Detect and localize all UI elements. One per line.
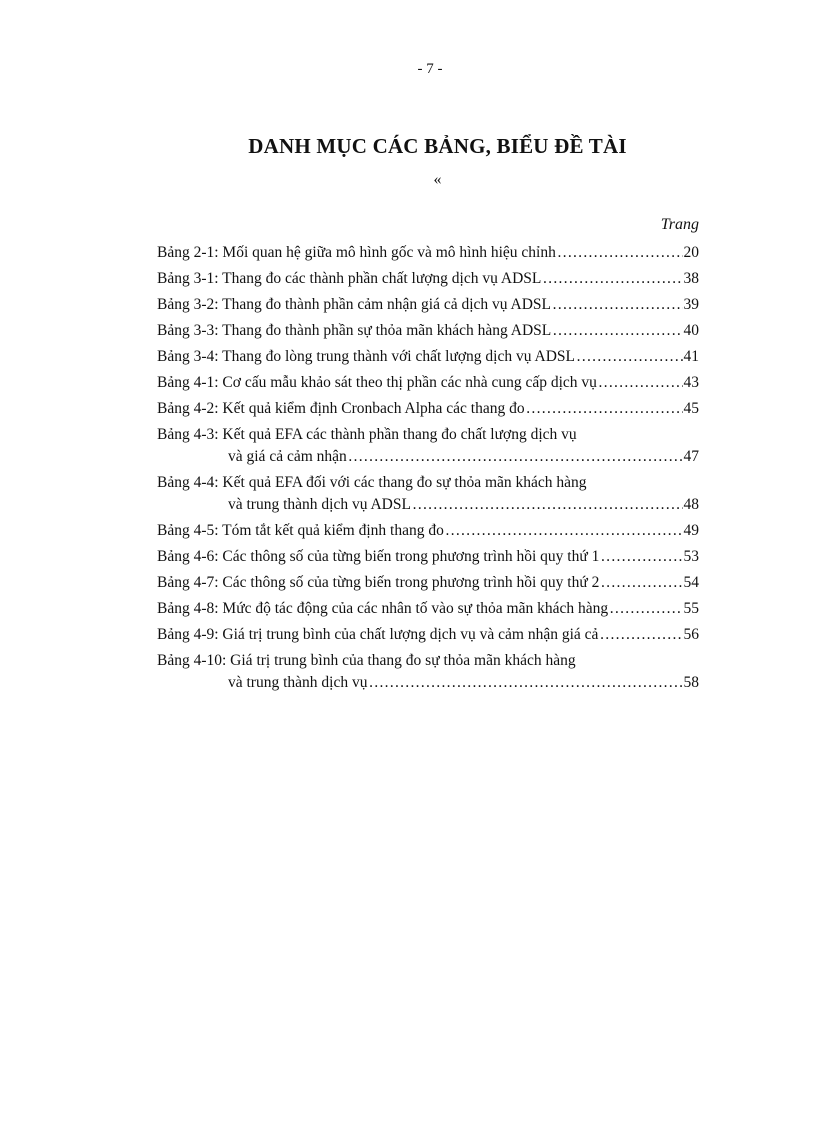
dot-leader bbox=[526, 398, 683, 420]
dot-leader bbox=[598, 372, 683, 394]
dot-leader bbox=[609, 598, 682, 620]
dot-leader bbox=[348, 446, 683, 468]
entry-title: Bảng 3-2: Thang đo thành phần cảm nhận giá cả dịch vụ ADSL bbox=[157, 296, 552, 313]
subtitle-mark: « bbox=[433, 171, 442, 188]
list-item bbox=[157, 424, 699, 468]
entry-title-continued: và trung thành dịch vụ bbox=[228, 674, 368, 691]
list-item bbox=[157, 624, 699, 646]
dot-leader bbox=[368, 672, 682, 694]
list-item bbox=[157, 520, 699, 542]
entry-title: Bảng 3-4: Thang đo lòng trung thành với chất lượng dịch vụ ADSL bbox=[157, 348, 575, 365]
entry-title: Bảng 4-2: Kết quả kiểm định Cronbach Alpha các thang đo bbox=[157, 400, 525, 417]
list-item bbox=[157, 472, 699, 516]
entry-page: 56 bbox=[683, 626, 699, 643]
list-item bbox=[157, 346, 699, 368]
entry-page: 47 bbox=[683, 448, 699, 465]
dot-leader bbox=[412, 494, 683, 516]
dot-leader bbox=[599, 624, 682, 646]
entry-title: Bảng 2-1: Mối quan hệ giữa mô hình gốc và mô hình hiệu chỉnh bbox=[157, 244, 556, 261]
list-item bbox=[157, 294, 699, 316]
list-item bbox=[157, 546, 699, 568]
dot-leader bbox=[542, 268, 682, 290]
list-item bbox=[157, 242, 699, 264]
entry-title: Bảng 4-1: Cơ cấu mẫu khảo sát theo thị phần các nhà cung cấp dịch vụ bbox=[157, 374, 597, 391]
entry-title: Bảng 4-10: Giá trị trung bình của thang đo sự thỏa mãn khách hàng bbox=[157, 652, 576, 669]
entry-page: 54 bbox=[683, 574, 699, 591]
entry-page: 49 bbox=[683, 522, 699, 539]
entry-title: Bảng 4-6: Các thông số của từng biến trong phương trình hồi quy thứ 1 bbox=[157, 548, 600, 565]
list-item bbox=[157, 598, 699, 620]
entry-page: 40 bbox=[683, 322, 699, 339]
table-list bbox=[157, 242, 699, 698]
dot-leader bbox=[576, 346, 683, 368]
list-item bbox=[157, 650, 699, 694]
entry-title: Bảng 4-9: Giá trị trung bình của chất lượng dịch vụ và cảm nhận giá cả bbox=[157, 626, 599, 643]
entry-page: 55 bbox=[683, 600, 699, 617]
entry-page: 48 bbox=[683, 496, 699, 513]
entry-page: 39 bbox=[683, 296, 699, 313]
dot-leader bbox=[557, 242, 683, 264]
entry-page: 45 bbox=[683, 400, 699, 417]
entry-title: Bảng 4-5: Tóm tắt kết quả kiểm định thang đo bbox=[157, 522, 444, 539]
page-number: - 7 - bbox=[417, 61, 443, 77]
entry-title-continued: và giá cả cảm nhận bbox=[228, 448, 347, 465]
entry-title: Bảng 4-7: Các thông số của từng biến trong phương trình hồi quy thứ 2 bbox=[157, 574, 600, 591]
entry-title: Bảng 3-1: Thang đo các thành phần chất lượng dịch vụ ADSL bbox=[157, 270, 542, 287]
entry-title: Bảng 4-8: Mức độ tác động của các nhân tố vào sự thỏa mãn khách hàng bbox=[157, 600, 609, 617]
list-item bbox=[157, 320, 699, 342]
list-item bbox=[157, 268, 699, 290]
entry-page: 58 bbox=[683, 674, 699, 691]
entry-title-continued: và trung thành dịch vụ ADSL bbox=[228, 496, 411, 513]
entry-page: 38 bbox=[683, 270, 699, 287]
list-item bbox=[157, 572, 699, 594]
entry-title: Bảng 4-4: Kết quả EFA đối với các thang đo sự thỏa mãn khách hàng bbox=[157, 474, 587, 491]
entry-page: 43 bbox=[683, 374, 699, 391]
list-item bbox=[157, 398, 699, 420]
dot-leader bbox=[445, 520, 683, 542]
page-column-label: Trang bbox=[660, 216, 699, 233]
entry-page: 53 bbox=[683, 548, 699, 565]
dot-leader bbox=[552, 320, 682, 342]
entry-title: Bảng 4-3: Kết quả EFA các thành phần thang đo chất lượng dịch vụ bbox=[157, 426, 577, 443]
entry-page: 20 bbox=[683, 244, 699, 261]
dot-leader bbox=[600, 572, 682, 594]
dot-leader bbox=[600, 546, 682, 568]
entry-page: 41 bbox=[683, 348, 699, 365]
list-item bbox=[157, 372, 699, 394]
entry-title: Bảng 3-3: Thang đo thành phần sự thỏa mãn khách hàng ADSL bbox=[157, 322, 552, 339]
page-title: DANH MỤC CÁC BẢNG, BIỂU ĐỀ TÀI bbox=[248, 134, 627, 158]
dot-leader bbox=[552, 294, 682, 316]
